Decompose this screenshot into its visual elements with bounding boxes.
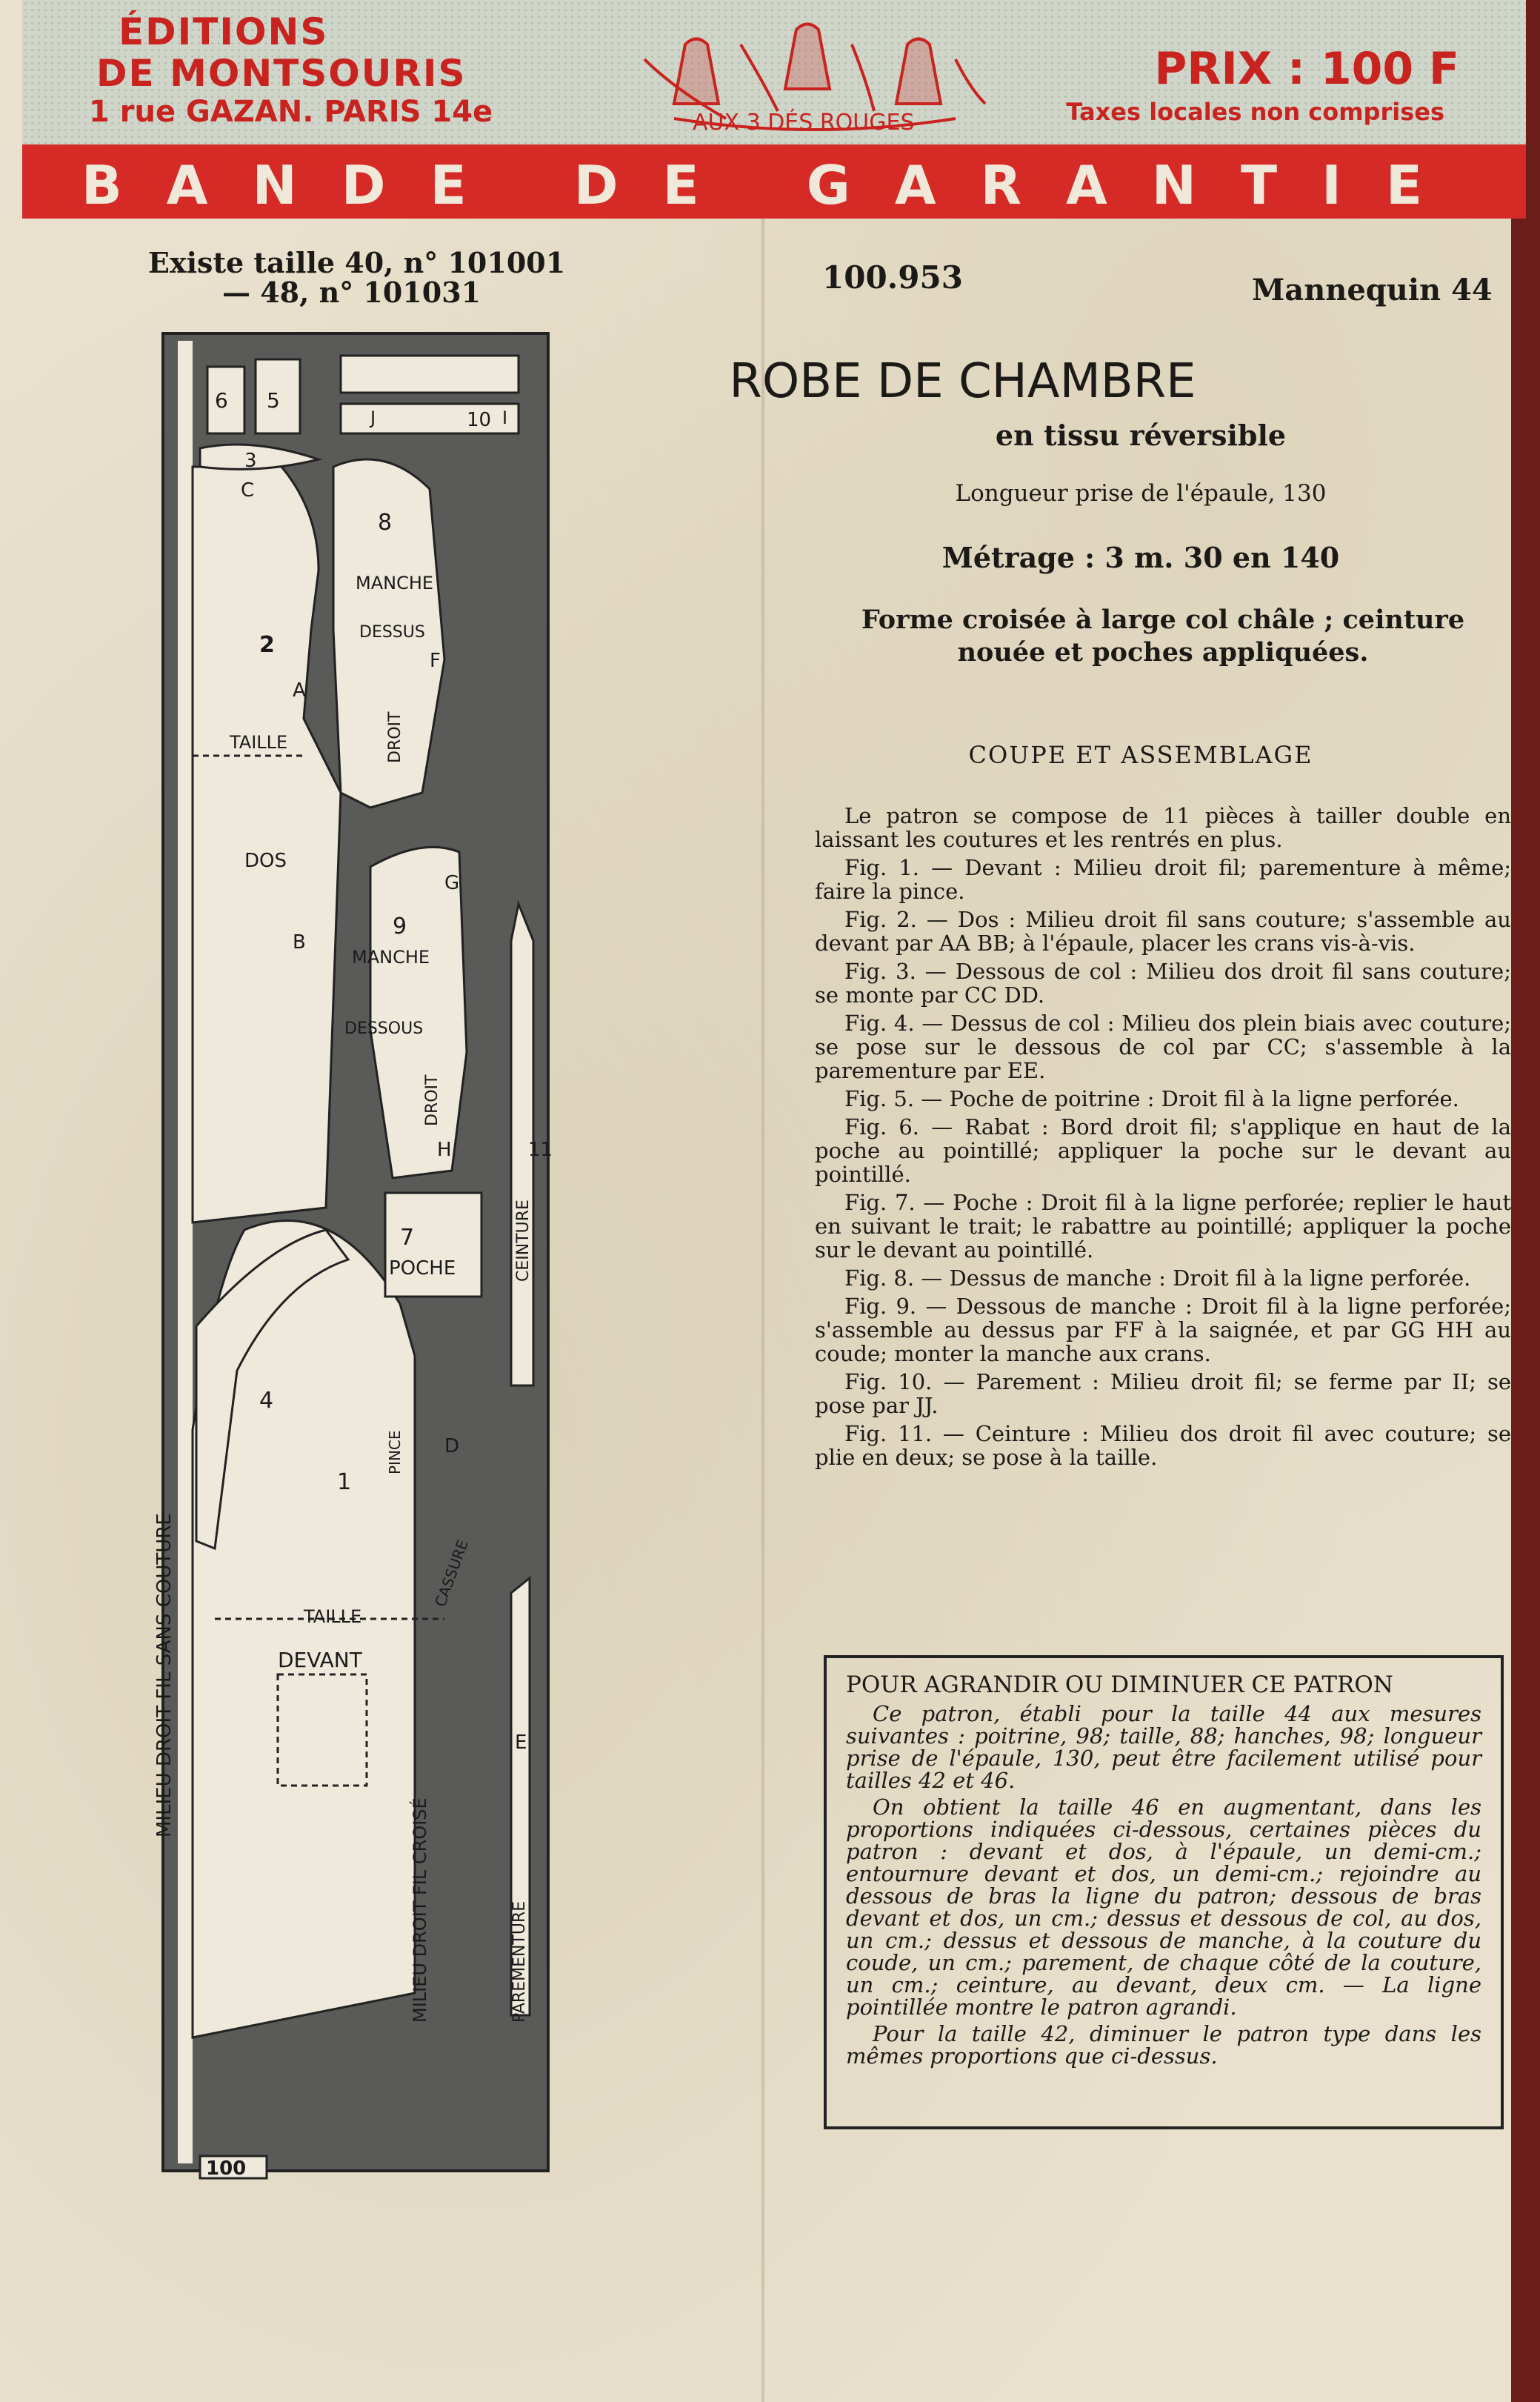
- label-manche-top: MANCHE: [356, 573, 434, 593]
- resize-paragraph: On obtient la taille 46 en augmentant, dans les proportions indiquées ci-dessous, certaines pièces du patron : devant et dos, à l'épaule, un demi-cm.; entournure devant et dos, un demi-cm.; rejoindre au dessous de bras la ligne du patron; dessous de bras devant et dos, un cm.; dessus et dessous de col, au dos, un cm.; dessus et dessous de manche, à la couture du coude, un cm.; parement, de chaque côté de la couture, un cm.; ceinture, au devant, deux cm. — La ligne pointillée montre le patron agrandi.: [846, 1794, 1481, 2020]
- fold-line: [761, 200, 764, 2402]
- instructions-text: [815, 804, 1511, 1474]
- piece-number: 6: [215, 388, 228, 413]
- price: PRIX : 100 F: [1154, 43, 1459, 95]
- product-length: Longueur prise de l'épaule, 130: [955, 480, 1327, 507]
- product-title: ROBE DE CHAMBRE: [729, 354, 1196, 409]
- piece-number: 2: [259, 632, 275, 658]
- fig-instruction: Fig. 6. — Rabat : Bord droit fil; s'applique en haut de la poche au pointillé; appliquer la poche sur le devant au pointillé.: [815, 1114, 1511, 1187]
- piece-number: 9: [393, 914, 407, 939]
- taxes-note: Taxes locales non comprises: [1066, 98, 1444, 126]
- publisher-line2: DE MONTSOURIS: [96, 52, 467, 95]
- guarantee-banner: [22, 0, 1526, 222]
- notch-letter: C: [241, 479, 255, 502]
- piece-number: 1: [337, 1469, 352, 1495]
- piece-10-cuff: [341, 404, 519, 433]
- label-dessus: DESSUS: [359, 623, 425, 642]
- logo-text: AUX 3 DÉS ROUGES: [693, 110, 915, 136]
- fig-instruction: Fig. 5. — Poche de poitrine : Droit fil à la ligne perforée.: [844, 1086, 1459, 1111]
- label-pince: PINCE: [386, 1430, 404, 1474]
- fig-instruction: Fig. 7. — Poche : Droit fil à la ligne perforée; replier le haut en suivant le trait; le rabattre au pointillé; appliquer la poche sur le devant au pointillé.: [815, 1190, 1511, 1262]
- fig-instruction: Fig. 1. — Devant : Milieu droit fil; parementure à même; faire la pince.: [815, 855, 1511, 904]
- fig-instruction: Fig. 4. — Dessus de col : Milieu dos plein biais avec couture; se pose sur le dessous de col par CC; s'assemble à la parementure par EE.: [815, 1011, 1511, 1083]
- resize-paragraph: Pour la taille 42, diminuer le patron type dans les mêmes proportions que ci-dessus.: [846, 2021, 1481, 2069]
- notch-letter: B: [293, 931, 306, 954]
- mannequin-size: Mannequin 44: [1252, 273, 1493, 307]
- notch-letter: J: [370, 407, 376, 428]
- label-droit-under: DROIT: [423, 1074, 441, 1126]
- piece-9-sleeve-under: [370, 847, 467, 1178]
- size48-note: — 48, n° 101031: [222, 276, 481, 309]
- piece-number: 11: [528, 1139, 553, 1161]
- label-parementure: PAREMENTURE: [510, 1900, 529, 2023]
- label-cassure: CASSURE: [431, 1537, 472, 1609]
- label-dos: DOS: [244, 850, 287, 872]
- label-poche: POCHE: [389, 1257, 456, 1280]
- product-yardage: Métrage : 3 m. 30 en 140: [941, 541, 1340, 574]
- notch-letter: I: [502, 407, 508, 428]
- instructions-intro: Le patron se compose de 11 pièces à tailler double en laissant les coutures et les rentrés en plus.: [815, 803, 1511, 852]
- label-milieu-droit-fil-croise: MILIEU DROIT FIL CROISÉ: [410, 1797, 430, 2023]
- fig-instruction: Fig. 3. — Dessous de col : Milieu dos droit fil sans couture; se monte par CC DD.: [815, 959, 1511, 1008]
- label-droit-top: DROIT: [386, 711, 404, 763]
- resize-paragraph: Ce patron, établi pour la taille 44 aux mesures suivantes : poitrine, 98; taille, 88; hanches, 98; longueur prise de l'épaule, 130, peut être facilement utilisé pour tailles 42 et 46.: [846, 1701, 1481, 1793]
- label-taille-front: TAILLE: [304, 1606, 362, 1627]
- label-taille-back: TAILLE: [230, 732, 288, 753]
- pattern-layout-diagram: [148, 319, 563, 2186]
- piece-number: 3: [244, 450, 257, 472]
- piece-number: 4: [259, 1388, 274, 1414]
- guarantee-label: BANDE DE GARANTIE: [81, 154, 1467, 216]
- fig-instruction: Fig. 9. — Dessous de manche : Droit fil à la ligne perforée; s'assemble au dessus par FF à la saignée, et par GG HH au coude; monter la manche aux crans.: [815, 1294, 1511, 1366]
- section-title: COUPE ET ASSEMBLAGE: [968, 741, 1313, 769]
- label-manche-under: MANCHE: [352, 947, 430, 968]
- publisher-address: 1 rue GAZAN. PARIS 14e: [89, 95, 493, 129]
- piece-number: 7: [400, 1225, 415, 1251]
- product-subtitle: en tissu réversible: [995, 419, 1287, 452]
- fig-instruction: Fig. 2. — Dos : Milieu droit fil sans couture; s'assemble au devant par AA BB; à l'épaule, placer les crans vis-à-vis.: [815, 907, 1511, 956]
- label-devant: DEVANT: [278, 1648, 362, 1672]
- product-description: Forme croisée à large col châle ; ceinture nouée et poches appliquées.: [861, 605, 1465, 668]
- resize-box-title: POUR AGRANDIR OU DIMINUER CE PATRON: [846, 1671, 1393, 1698]
- label-ceinture: CEINTURE: [514, 1200, 533, 1282]
- piece-number: 5: [267, 388, 280, 413]
- publisher-line1: ÉDITIONS: [119, 10, 329, 53]
- corner-number: 100: [206, 2158, 247, 2180]
- notch-letter: E: [515, 1731, 527, 1754]
- notch-letter: F: [430, 650, 441, 672]
- fig-instruction: Fig. 11. — Ceinture : Milieu dos droit fil avec couture; se plie en deux; se pose à la taille.: [815, 1421, 1511, 1470]
- fig-instruction: Fig. 10. — Parement : Milieu droit fil; se ferme par II; se pose par JJ.: [815, 1369, 1511, 1418]
- pattern-number: 100.953: [822, 259, 963, 296]
- notch-letter: A: [293, 679, 306, 702]
- size40-note: Existe taille 40, n° 101001: [148, 246, 566, 279]
- piece-number: 8: [378, 510, 393, 536]
- piece-number: 10: [467, 409, 492, 431]
- notch-letter: D: [444, 1435, 460, 1457]
- notch-letter: G: [444, 872, 460, 894]
- notch-letter: H: [437, 1139, 452, 1161]
- fig-instruction: Fig. 8. — Dessus de manche : Droit fil à la ligne perforée.: [844, 1265, 1471, 1291]
- label-dessous: DESSOUS: [344, 1019, 424, 1038]
- fold-edge-label: MILIEU DROIT FIL SANS COUTURE: [153, 1513, 176, 1837]
- fold-edge-strip: [178, 341, 193, 2163]
- resize-instructions-box: [824, 1655, 1504, 2129]
- piece-10-cuff-top: [341, 356, 519, 393]
